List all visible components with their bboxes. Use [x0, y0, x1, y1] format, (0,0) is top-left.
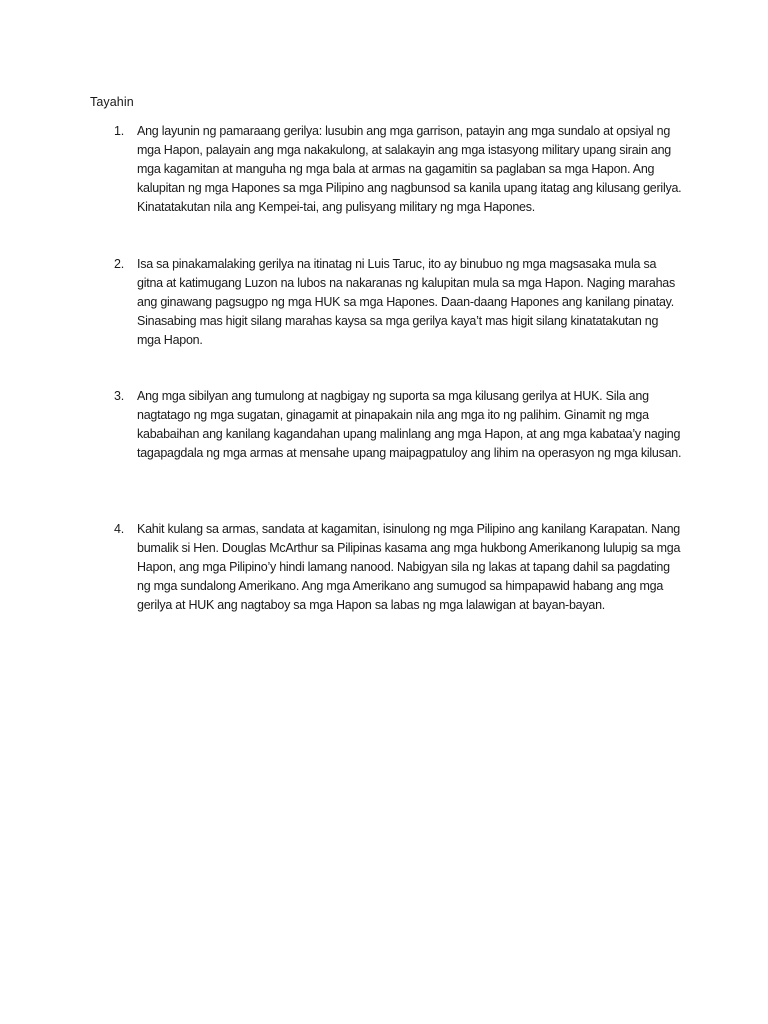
list-item-number: 4. [114, 522, 124, 536]
list-item-text: Kahit kulang sa armas, sandata at kagamitan, isinulong ng mga Pilipino ang kanilang Karapatan. Nang bumalik si Hen. Douglas McArthur sa Pilipinas kasama ang mga hukbong Amerikanong lulupig sa mga Hapon, ang mga Pilipino’y hindi lamang nanood. Nabigyan sila ng lakas at tapang dahil sa pagdating ng mga sundalong Amerikano. Ang mga Amerikano ang sumugod sa himpapawid habang ang mga gerilya at HUK ang nagtaboy sa mga Hapon sa labas ng mga lalawigan at bayan-bayan. [137, 522, 681, 612]
list-item [90, 520, 690, 615]
list-item [90, 255, 690, 350]
list-item [90, 387, 690, 463]
list-item-text: Isa sa pinakamalaking gerilya na itinatag ni Luis Taruc, ito ay binubuo ng mga magsasaka mula sa gitna at katimugang Luzon na lubos na nakaranas ng kalupitan mula sa mga Hapon. Naging marahas ang ginawang pagsugpo ng mga HUK sa mga Hapones. Daan-daang Hapones ang kanilang pinatay. Sinasabing mas higit silang marahas kaysa sa mga gerilya kaya’t mas higit silang kinatatakutan ng mga Hapon. [137, 257, 675, 347]
list-item-number: 3. [114, 389, 124, 403]
list-item-number: 1. [114, 124, 124, 138]
list-item-text: Ang mga sibilyan ang tumulong at nagbigay ng suporta sa mga kilusang gerilya at HUK. Sila ang nagtatago ng mga sugatan, ginagamit at pinapakain nila ang mga ito ng palihim. Ginamit ng mga kababaihan ang kanilang kagandahan upang malinlang ang mga Hapon, at ang mga kabataa’y naging tagapagdala ng mga armas at mensahe upang maipagpatuloy ang lihim na operasyon ng mga kilusan. [137, 389, 682, 460]
document-heading: Tayahin [90, 95, 134, 109]
list-item [90, 122, 690, 217]
list-item-text: Ang layunin ng pamaraang gerilya: lusubin ang mga garrison, patayin ang mga sundalo at opsiyal ng mga Hapon, palayain ang mga nakakulong, at salakayin ang mga istasyong military upang sirain ang mga kagamitan at manguha ng mga bala at armas na gagamitin sa paglaban sa mga Hapon. Ang kalupitan ng mga Hapones sa mga Pilipino ang nagbunsod sa kanila upang itatag ang kilusang gerilya. Kinatatakutan nila ang Kempei-tai, ang pulisyang military ng mga Hapones. [137, 124, 682, 214]
list-item-number: 2. [114, 257, 124, 271]
